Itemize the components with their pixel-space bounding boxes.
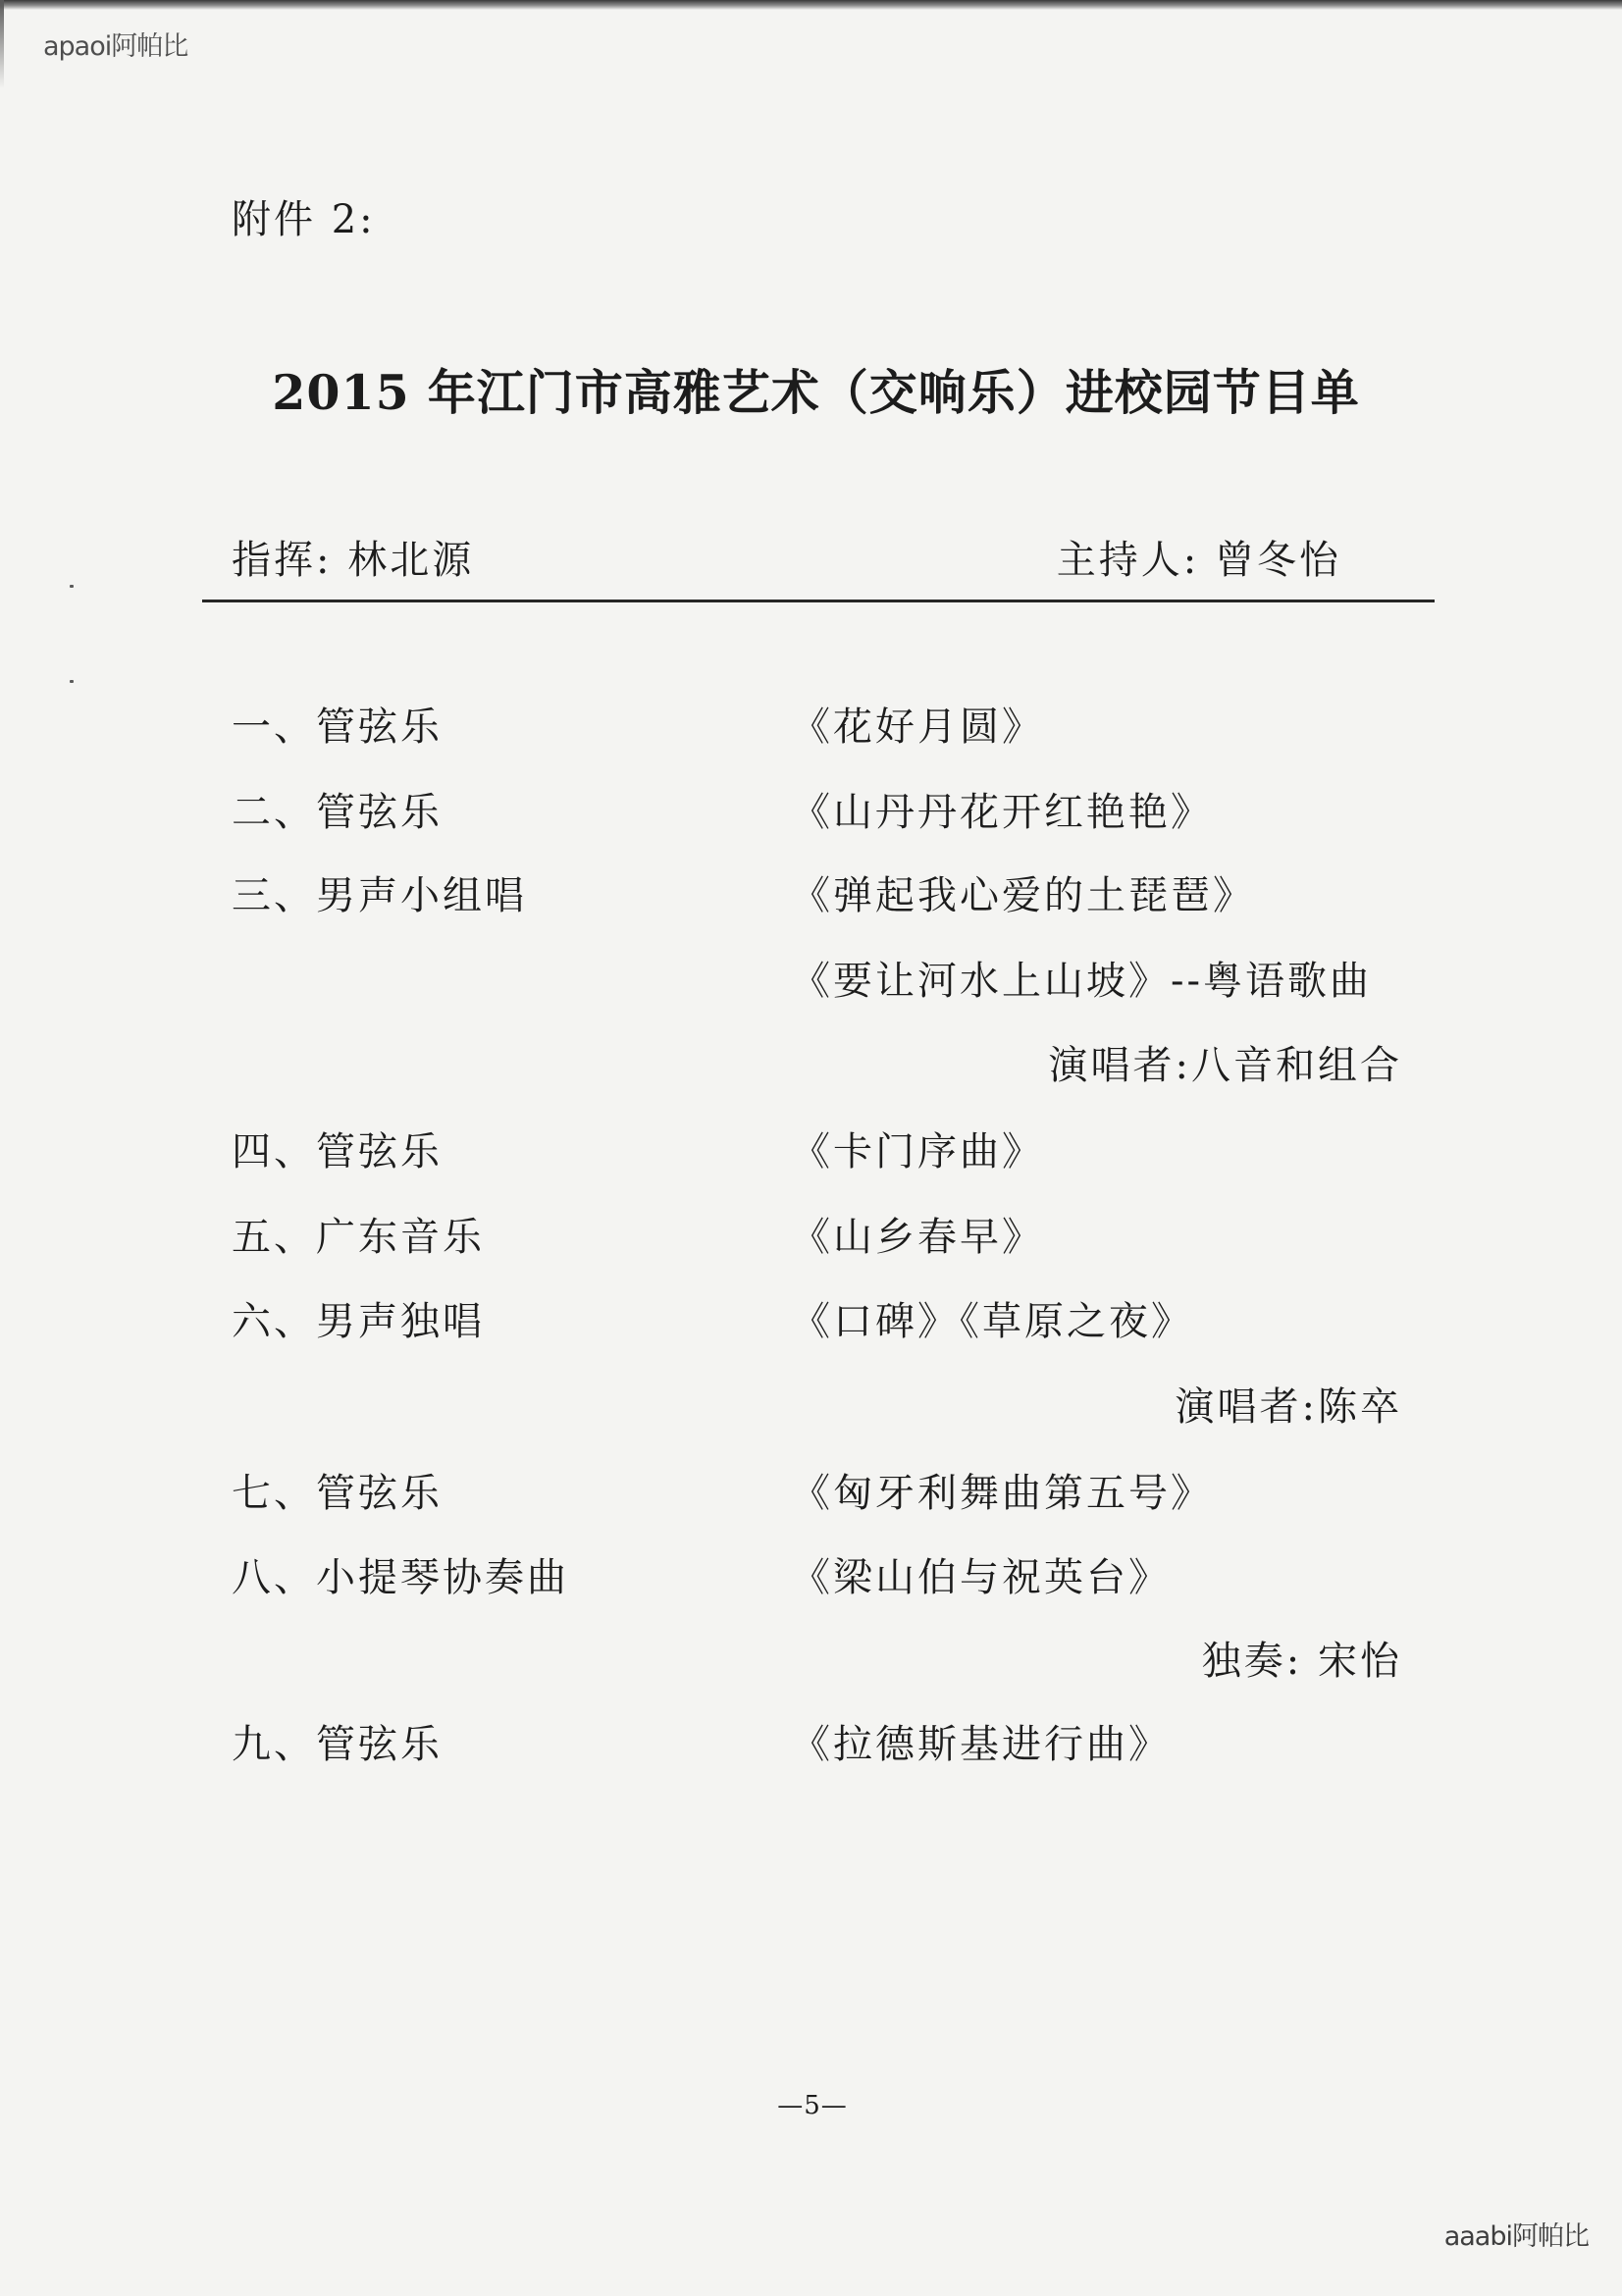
program-item-title: 二、管弦乐 xyxy=(232,790,443,835)
program-item-work: 《口碑》《草原之夜》 xyxy=(791,1299,1193,1344)
page-number: —5— xyxy=(777,2091,848,2120)
program-item-title: 三、男声小组唱 xyxy=(232,873,527,918)
scan-edge-shadow xyxy=(0,0,1622,10)
header-divider xyxy=(202,600,1435,602)
attachment-label: 附件 2: xyxy=(232,197,376,242)
scan-edge-shadow-left xyxy=(0,0,4,88)
document-title: 2015 年江门市高雅艺术（交响乐）进校园节目单 xyxy=(272,364,1360,421)
program-item-performer: 演唱者:陈卒 xyxy=(1175,1384,1402,1430)
program-item-work: 《匈牙利舞曲第五号》 xyxy=(791,1471,1213,1516)
program-item-work: 《卡门序曲》 xyxy=(791,1129,1044,1174)
program-item-work: 《山丹丹花开红艳艳》 xyxy=(791,790,1213,835)
program-item-work: 《梁山伯与祝英台》 xyxy=(791,1555,1171,1600)
program-item-title: 四、管弦乐 xyxy=(232,1129,443,1174)
program-item-performer: 独奏: 宋怡 xyxy=(1201,1639,1402,1684)
watermark-logo-top: apaoi阿帕比 xyxy=(43,31,188,62)
program-item-title: 八、小提琴协奏曲 xyxy=(232,1555,569,1600)
program-item-work: 《山乡春早》 xyxy=(791,1215,1044,1260)
program-item-work: 《拉德斯基进行曲》 xyxy=(791,1722,1171,1767)
conductor-credit: 指挥: 林北源 xyxy=(232,538,475,583)
watermark-logo-bottom: aaabi阿帕比 xyxy=(1443,2221,1589,2252)
program-item-title: 七、管弦乐 xyxy=(232,1471,443,1516)
scan-speck xyxy=(70,680,74,683)
program-item-title: 六、男声独唱 xyxy=(232,1299,485,1344)
program-item-work: 《弹起我心爱的土琵琶》 xyxy=(791,873,1255,918)
program-item-work: 《要让河水上山坡》--粤语歌曲 xyxy=(791,959,1373,1004)
program-item-performer: 演唱者:八音和组合 xyxy=(1048,1043,1402,1088)
scan-speck xyxy=(70,585,74,588)
program-item-title: 五、广东音乐 xyxy=(232,1215,485,1260)
program-item-title: 一、管弦乐 xyxy=(232,704,443,750)
program-item-work: 《花好月圆》 xyxy=(791,704,1044,750)
program-item-title: 九、管弦乐 xyxy=(232,1722,443,1767)
host-credit: 主持人: 曾冬怡 xyxy=(1056,538,1341,583)
